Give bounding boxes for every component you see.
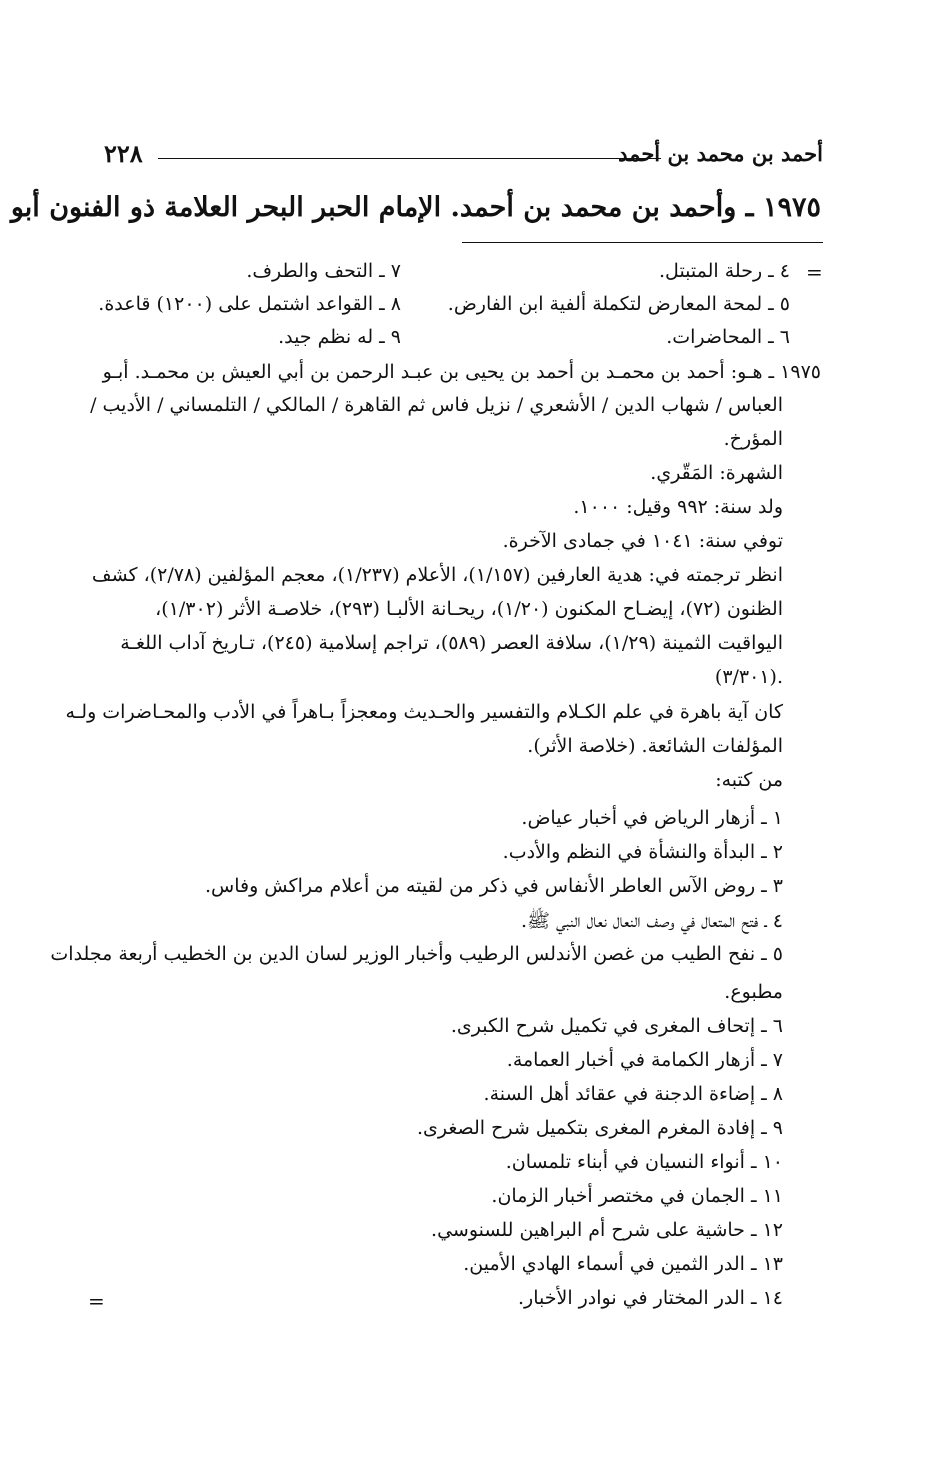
bio-born: ولد سنة: ٩٩٢ وقيل: ١٠٠٠. [573, 496, 783, 518]
bio-desc: المؤلفات الشائعة. (خلاصة الأثر). [527, 735, 783, 757]
prev-list-item: ٧ ـ التحف والطرف. [246, 260, 401, 282]
continued-mark: = [806, 260, 823, 284]
book-item: ٢ ـ البدأة والنشأة في النظم والأدب. [502, 841, 783, 863]
prev-list-item: ٩ ـ له نظم جيد. [278, 326, 401, 348]
bio-refs: (٣/٣٠١). [714, 666, 783, 688]
book-item: مطبوع. [724, 981, 783, 1003]
book-item: ١٤ ـ الدر المختار في نوادر الأخبار. [518, 1287, 783, 1309]
bio-died: توفي سنة: ١٠٤١ في جمادى الآخرة. [502, 530, 783, 552]
book-item: ٥ ـ نفح الطيب من غصن الأندلس الرطيب وأخبار الوزير لسان الدين بن الخطيب أربعة مجلدات [50, 943, 783, 965]
page-number: ٢٢٨ [104, 139, 143, 168]
book-item: ١١ ـ الجمان في مختصر أخبار الزمان. [491, 1185, 783, 1207]
entry-title: ١٩٧٥ ـ وأحمد بن محمد بن أحمد. الإمام الحبر البحر العلامة ذو الفنون أبو [10, 192, 821, 223]
bio-refs: اليواقيت الثمينة (١/٢٩)، سلافة العصر (٥٨٩)، تراجم إسلامية (٢٤٥)، تـاريخ آداب اللغـة [120, 632, 783, 654]
book-item: ١٢ ـ حاشية على شرح أم البراهين للسنوسي. [431, 1219, 783, 1241]
prev-list-item: ٤ ـ رحلة المتبتل. [659, 260, 790, 282]
book-item: ٧ ـ أزهار الكمامة في أخبار العمامة. [506, 1049, 783, 1071]
book-item: ٦ ـ إتحاف المغرى في تكميل شرح الكبرى. [450, 1015, 783, 1037]
prev-list-item: ٨ ـ القواعد اشتمل على (١٢٠٠) قاعدة. [98, 293, 401, 315]
book-item: ١٣ ـ الدر الثمين في أسماء الهادي الأمين. [463, 1253, 783, 1275]
book-item: ٤ ـ فتح المتعال في وصف النعال نعال النبي ﷺ. [520, 910, 783, 932]
header-rule [158, 158, 661, 159]
prev-list-item: ٥ ـ لمحة المعارض لتكملة ألفية ابن الفارض. [447, 293, 790, 315]
running-header-title: أحمد بن محمد بن أحمد [618, 141, 823, 166]
book-item: ١ ـ أزهار الرياض في أخبار عياض. [521, 807, 783, 829]
bio-refs: الظنون (٧٢)، إيضـاح المكنون (١/٢٠)، ريحـانة الألبـا (٢٩٣)، خلاصـة الأثر (١/٣٠٢)، [155, 598, 783, 620]
book-item: ٩ ـ إفادة المغرم المغرى بتكميل شرح الصغرى. [416, 1117, 783, 1139]
bio-fame: الشهرة: المَقّري. [650, 462, 783, 484]
books-heading: من كتبه: [715, 769, 783, 791]
bio-desc: كان آية باهرة في علم الكـلام والتفسير والحـديث ومعجزاً بـاهراً في الأدب والمحـاضرات ولـه [65, 701, 783, 723]
bio-line: العباس / شهاب الدين / الأشعري / نزيل فاس ثم القاهرة / المالكي / التلمساني / الأديب / [90, 394, 783, 416]
bio-line: ١٩٧٥ ـ هـو: أحمد بن محمـد بن أحمد بن يحيى بن عبـد الرحمن بن أبي العيش بن محمـد. أبـو [102, 361, 821, 383]
bio-line: المؤرخ. [723, 428, 783, 450]
bio-refs: انظر ترجمته في: هدية العارفين (١/١٥٧)، الأعلام (١/٢٣٧)، معجم المؤلفين (٢/٧٨)، كشف [91, 564, 783, 586]
book-item: ٨ ـ إضاءة الدجنة في عقائد أهل السنة. [483, 1083, 783, 1105]
book-item: ٣ ـ روض الآس العاطر الأنفاس في ذكر من لقيته من أعلام مراكش وفاس. [204, 875, 783, 897]
continues-mark: = [88, 1289, 105, 1313]
title-rule [462, 242, 823, 243]
prev-list-item: ٦ ـ المحاضرات. [666, 326, 790, 348]
book-item: ١٠ ـ أنواء النسيان في أبناء تلمسان. [505, 1151, 783, 1173]
